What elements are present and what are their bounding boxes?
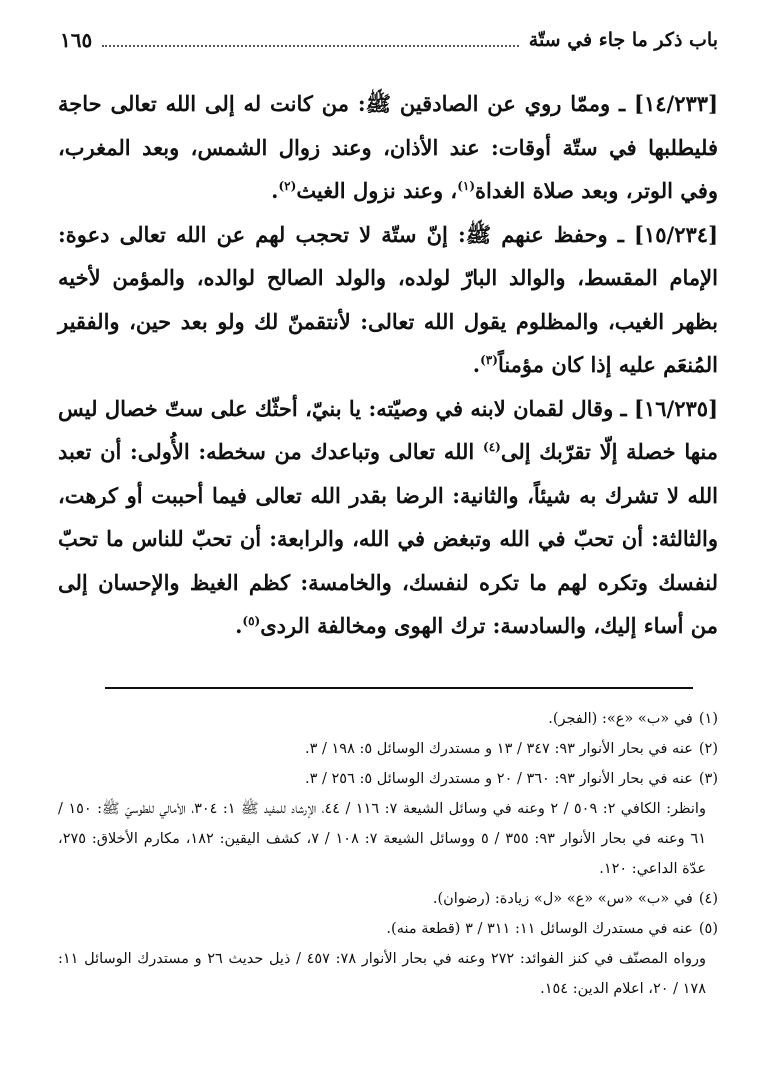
footnote-text: ورواه المصنّف في كنز الفوائد: ٢٧٢ وعنه في بحار الأنوار ٧٨: ٤٥٧ / ذيل حديث ٢٦ و مستدرك الوسائل ١١: ١٧٨ / ٢٠، اعلام الدين: ١٥٤. (58, 951, 706, 997)
footnote-marker[interactable]: (٤) (483, 440, 501, 454)
footnote-5 (58, 914, 718, 944)
page-number: ١٦٥ (60, 28, 93, 52)
paragraph-234 (58, 213, 718, 387)
footnote-4 (58, 884, 718, 914)
footnote-number: (١) (698, 711, 718, 727)
paragraph-end: . (271, 178, 279, 203)
paragraph-233 (58, 82, 718, 213)
paragraph-235 (58, 387, 718, 648)
hadith-ref: [١٥/٢٣٤] (634, 221, 718, 247)
hadith-ref: [١٦/٢٣٥] (634, 395, 718, 421)
footnote-number: (٣) (698, 771, 718, 787)
footnote-number: (٢) (698, 741, 718, 757)
header-dotted-leader (102, 45, 519, 47)
hadith-ref: [١٤/٢٣٣] (634, 91, 718, 116)
footnote-marker[interactable]: (١) (457, 179, 476, 193)
paragraph-text: ـ وحفظ عنهم ﷺ: إنّ ستّة لا تحجب لهم عن الله تعالى دعوة: الإمام المقسط، والوالد البارّ لولده، والولد الصالح لوالده، والمؤمن لأخيه بظهر الغيب، والمظلوم يقول الله تعالى: لأنتقمنّ لك ولو بعد حين، والفقير المُنعَم عليه إذا كان مؤمناً (58, 221, 718, 377)
chapter-title: باب ذكر ما جاء في ستّة (528, 29, 718, 51)
footnote-text: في «ب» «ع»: (الفجر). (548, 711, 693, 727)
footnote-number: (٤) (698, 891, 718, 907)
footnote-marker[interactable]: (٢) (278, 179, 297, 193)
footnote-text: وانظر: الكافي ٢: ٥٠٩ / ٢ وعنه في وسائل الشيعة ٧: ١١٦ / ٤٤، الإرشاد للمفيد ﷺ ١: ٣٠٤، الأمالي للطوسيّ ﷺ: ١٥٠ / ٦١ وعنه في بحار الأنوار ٩٣: ٣٥٥ / ٥ ووسائل الشيعة ٧: ١٠٨ / ٧، كشف اليقين: ١٨٢، مكارم الأخلاق: ٢٧٥، عدّة الداعي: ١٢٠. (58, 801, 707, 877)
paragraph-text: الله تعالى وتباعدك من سخطه: الأُولى: أن تعبد الله لا تشرك به شيئاً، والثانية: الرضا بقدر الله تعالى فيما أحببت أو كرهت، والثالثة: أن تحبّ في الله وتبغض في الله، والرابعة: أن تحبّ للناس ما تحبّ لنفسك وتكره لهم ما تكره لنفسك، والخامسة: كظم الغيظ والإحسان إلى من أساء إليك، والسادسة: ترك الهوى ومخالفة الردى (58, 439, 718, 638)
footnote-1 (58, 704, 718, 734)
footnote-text: في «ب» «س» «ع» «ل» زيادة: (رضوان). (432, 891, 693, 907)
footnote-text: عنه في بحار الأنوار ٩٣: ٣٦٠ / ٢٠ و مستدرك الوسائل ٥: ٢٥٦ / ٣. (304, 771, 693, 787)
paragraph-text: ، وعند نزول الغيث (296, 178, 458, 203)
footnote-text: عنه في بحار الأنوار ٩٣: ٣٤٧ / ١٣ و مستدرك الوسائل ٥: ١٩٨ / ٣. (304, 741, 693, 757)
paragraph-text: ـ وقال لقمان لابنه في وصيّته: يا بنيّ، أحثّك على ستّ خصال ليس منها خصلة إلّا تقرّبك إلى (58, 395, 718, 464)
footnote-5-continued (58, 944, 718, 1004)
footnote-3 (58, 764, 718, 794)
main-text (58, 82, 718, 648)
paragraph-end: . (235, 613, 243, 638)
running-header (60, 20, 718, 60)
footnote-text: عنه في مستدرك الوسائل ١١: ٣١١ / ٣ (قطعة منه). (386, 921, 693, 937)
footnote-marker[interactable]: (٥) (242, 614, 261, 628)
paragraph-text: ـ وممّا روي عن الصادقين ﷺ: من كانت له إلى الله تعالى حاجة فليطلبها في ستّة أوقات: عند الأذان، وعند زوال الشمس، وبعد المغرب، وفي الوتر، وبعد صلاة الغداة (58, 91, 718, 203)
footnote-3-continued (58, 794, 718, 884)
paragraph-end: . (472, 352, 481, 377)
footnotes (58, 704, 718, 1004)
footnote-marker[interactable]: (٣) (480, 353, 498, 367)
footnote-number: (٥) (698, 921, 718, 937)
footnote-2 (58, 734, 718, 764)
footnote-separator (105, 687, 693, 689)
